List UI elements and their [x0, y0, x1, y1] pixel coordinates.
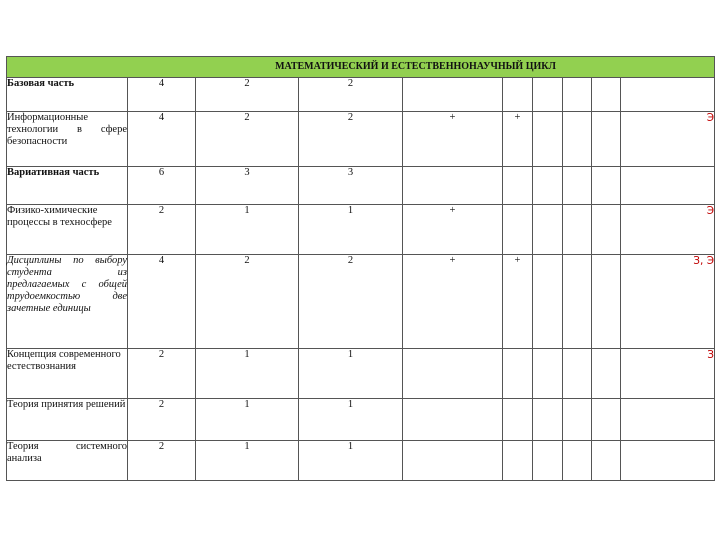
cell-mark: +	[503, 255, 533, 349]
cell-empty	[563, 441, 592, 481]
table-row	[7, 399, 715, 441]
cell-empty	[563, 255, 592, 349]
cell-mark: +	[403, 112, 503, 167]
cell-mark: +	[403, 255, 503, 349]
cell-mark: +	[503, 112, 533, 167]
cell-empty	[592, 112, 621, 167]
row-name: Дисциплины по выбору студента из предлагаемых с общей трудоемкостью две зачетные единицы	[7, 255, 128, 349]
row-name: Теория системного анализа	[7, 441, 128, 481]
table-row	[7, 205, 715, 255]
cell-empty	[563, 78, 592, 112]
cell-value: 2	[196, 78, 299, 112]
cell-empty	[592, 167, 621, 205]
row-name: Концепция современного естествознания	[7, 349, 128, 399]
cell-exam	[621, 441, 715, 481]
cell-empty	[533, 349, 563, 399]
row-name: Базовая часть	[7, 78, 128, 112]
cell-empty	[592, 399, 621, 441]
cell-empty	[533, 441, 563, 481]
header-row	[7, 57, 715, 78]
table-row	[7, 78, 715, 112]
cell-value: 2	[196, 112, 299, 167]
cell-mark: +	[403, 205, 503, 255]
cell-empty	[563, 205, 592, 255]
cell-mark	[403, 167, 503, 205]
cell-exam	[621, 399, 715, 441]
cell-value: 1	[196, 399, 299, 441]
cell-empty	[533, 167, 563, 205]
cell-empty	[592, 349, 621, 399]
cell-empty	[563, 112, 592, 167]
cell-mark	[403, 399, 503, 441]
table-row	[7, 349, 715, 399]
table-row	[7, 441, 715, 481]
cell-exam	[621, 167, 715, 205]
cell-value: 2	[299, 78, 403, 112]
table-row	[7, 255, 715, 349]
row-name: Физико-химические процессы в техносфере	[7, 205, 128, 255]
cell-empty	[533, 399, 563, 441]
cell-value: 1	[299, 441, 403, 481]
cell-value: 2	[299, 112, 403, 167]
cell-empty	[533, 112, 563, 167]
cell-empty	[563, 349, 592, 399]
cell-value: 1	[196, 205, 299, 255]
cell-empty	[563, 167, 592, 205]
cell-value: 1	[299, 399, 403, 441]
cell-empty	[563, 399, 592, 441]
row-name: Вариативная часть	[7, 167, 128, 205]
cell-mark	[503, 78, 533, 112]
cell-value: 1	[299, 205, 403, 255]
cell-credits: 2	[128, 441, 196, 481]
cell-mark	[503, 399, 533, 441]
cell-value: 1	[299, 349, 403, 399]
cell-exam	[621, 78, 715, 112]
cell-mark	[503, 441, 533, 481]
cell-value: 3	[299, 167, 403, 205]
cell-mark	[403, 78, 503, 112]
table-row	[7, 167, 715, 205]
cell-credits: 4	[128, 78, 196, 112]
row-name: Информационные технологии в сфере безопасности	[7, 112, 128, 167]
cell-exam: Э	[621, 205, 715, 255]
cell-mark	[403, 441, 503, 481]
cell-mark	[403, 349, 503, 399]
cell-empty	[533, 255, 563, 349]
cell-credits: 2	[128, 399, 196, 441]
cell-empty	[592, 255, 621, 349]
cell-credits: 6	[128, 167, 196, 205]
cell-credits: 4	[128, 255, 196, 349]
cell-exam: З	[621, 349, 715, 399]
cell-empty	[592, 78, 621, 112]
cell-empty	[592, 441, 621, 481]
cell-credits: 2	[128, 205, 196, 255]
cell-empty	[533, 205, 563, 255]
row-name: Теория принятия решений	[7, 399, 128, 441]
cell-mark	[503, 349, 533, 399]
section-title: МАТЕМАТИЧЕСКИЙ И ЕСТЕСТВЕННОНАУЧНЫЙ ЦИКЛ	[7, 57, 715, 78]
cell-value: 2	[196, 255, 299, 349]
table-row	[7, 112, 715, 167]
cell-value: 1	[196, 441, 299, 481]
cell-empty	[592, 205, 621, 255]
cell-mark	[503, 167, 533, 205]
cell-exam: З, Э	[621, 255, 715, 349]
cell-value: 1	[196, 349, 299, 399]
curriculum-table	[6, 56, 715, 481]
cell-empty	[533, 78, 563, 112]
cell-mark	[503, 205, 533, 255]
cell-value: 3	[196, 167, 299, 205]
cell-credits: 2	[128, 349, 196, 399]
cell-credits: 4	[128, 112, 196, 167]
cell-value: 2	[299, 255, 403, 349]
cell-exam: Э	[621, 112, 715, 167]
